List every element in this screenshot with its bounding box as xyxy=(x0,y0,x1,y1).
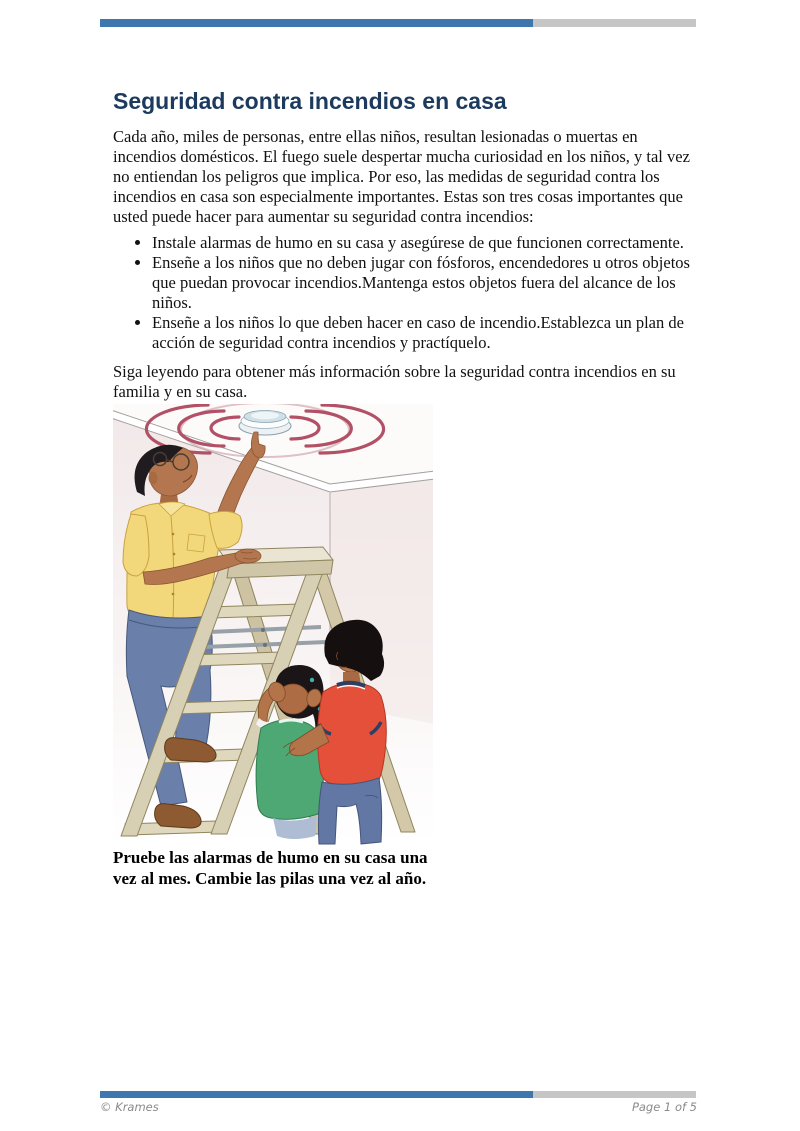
smoke-detector xyxy=(239,411,291,436)
list-item: • Instale alarmas de humo en su casa y asegúrese de que funcionen correctamente. xyxy=(152,233,702,253)
figure-container xyxy=(113,404,433,845)
page-title: Seguridad contra incendios en casa xyxy=(113,88,507,114)
safety-tips-list xyxy=(113,233,702,353)
caption-line: vez al mes. Cambie las pilas una vez al año. xyxy=(113,869,427,888)
caption-line: Pruebe las alarmas de humo en su casa una xyxy=(113,848,428,867)
intro-paragraph: Cada año, miles de personas, entre ellas niños, resultan lesionadas o muertas en incendios domésticos. El fuego suele despertar mucha curiosidad en los niños, y tal vez no entiendan los peligros que implica. Por eso, las medidas de seguridad contra los incendios en casa son especialmente importantes. Estas son tres cosas importantes que usted puede hacer para aumentar su seguridad contra incendios: xyxy=(113,127,690,226)
list-item: • Enseñe a los niños lo que deben hacer en caso de incendio.Establezca un plan de acción de seguridad contra incendios y practíquelo. xyxy=(152,313,702,353)
list-item: • Enseñe a los niños que no deben jugar con fósforos, encendedores u otros objetos que puedan provocar incendios.Mantenga estos objetos fuera del alcance de los niños. xyxy=(152,253,702,313)
page-number: Page 1 of 5 xyxy=(631,1100,697,1114)
fire-safety-illustration xyxy=(113,404,433,845)
footer-accent-bar xyxy=(100,1091,696,1098)
footer-bar-gray-segment xyxy=(533,1091,696,1098)
footer xyxy=(100,1100,697,1114)
top-bar-blue-segment xyxy=(100,19,533,27)
footer-bar-blue-segment xyxy=(100,1091,533,1098)
article-body xyxy=(113,88,702,402)
top-accent-bar xyxy=(100,19,696,27)
copyright-text: © Krames xyxy=(100,1100,159,1114)
top-bar-gray-segment xyxy=(533,19,696,27)
figure-caption xyxy=(113,847,458,889)
closing-paragraph: Siga leyendo para obtener más información sobre la seguridad contra incendios en su familia y en su casa. xyxy=(113,362,676,401)
